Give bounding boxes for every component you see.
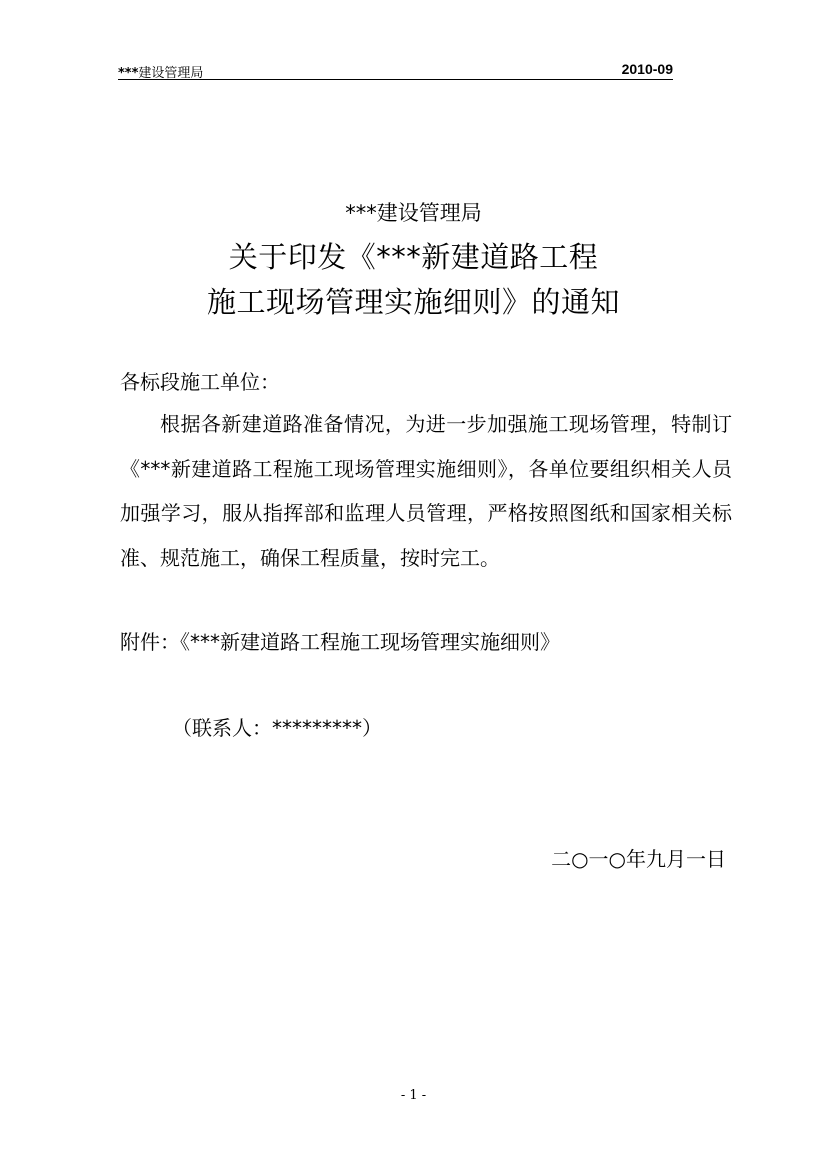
issue-date: 二○一○年九月一日 [551,847,726,871]
attachment-line: 附件：《***新建道路工程施工现场管理实施细则》 [120,630,560,654]
salutation: 各标段施工单位： [120,370,280,394]
header-left-text: 建设管理局 [138,66,204,81]
body-paragraph: 根据各新建道路准备情况，为进一步加强施工现场管理，特制订《***新建道路工程施工现场管理实施细则》，各单位要组织相关人员加强学习，服从指挥部和监理人员管理，严格按照图纸和国家相关标准、规范施工，确保工程质量，按时完工。 [120,412,732,570]
document-title-line-1: 关于印发《***新建道路工程 [228,240,599,274]
header-date: 2010-09 [621,61,673,77]
header-left-stars: *** [118,66,139,81]
header-divider [118,79,673,80]
page-number: - 1 - [400,1088,427,1103]
contact-line: （联系人：*********） [172,716,382,740]
issuing-organization: ***建设管理局 [345,201,482,225]
document-title-line-2: 施工现场管理实施细则》的通知 [206,285,620,319]
